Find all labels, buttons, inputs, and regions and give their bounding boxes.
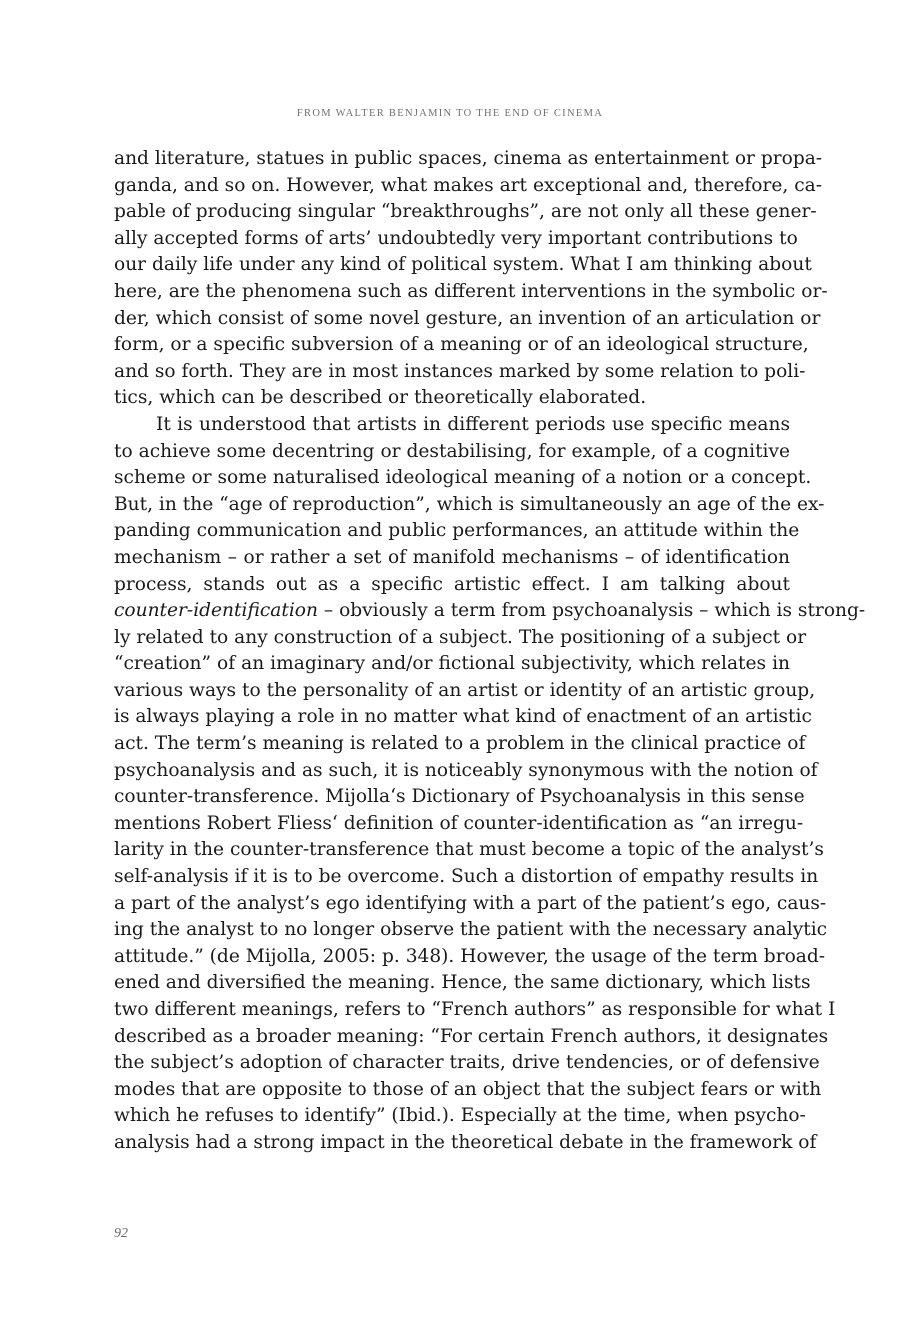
text-line: analysis had a strong impact in the theoretical debate in the framework of [114, 1131, 817, 1153]
text-line: But, in the “age of reproduction”, which is simultaneously an age of the ex- [114, 493, 825, 515]
text-line: ganda, and so on. However, what makes art exceptional and, therefore, ca- [114, 174, 822, 196]
text-line: described as a broader meaning: “For certain French authors, it designates [114, 1025, 829, 1047]
text-line: counter-transference. Mijolla‘s Dictionary of Psychoanalysis in this sense [114, 786, 805, 808]
text-line: ly related to any construction of a subject. The positioning of a subject or [114, 626, 807, 648]
text-line: ened and diversified the meaning. Hence, the same dictionary, which lists [114, 972, 811, 994]
text-line: here, are the phenomena such as different interventions in the symbolic or- [114, 280, 828, 302]
body-text [114, 146, 866, 1183]
text-line [114, 1157, 790, 1184]
running-head: FROM WALTER BENJAMIN TO THE END OF CINEMA [296, 108, 604, 119]
page-number: 92 [114, 1226, 128, 1241]
text-line: process, stands out as a specific artistic effect. I am talking about [114, 573, 790, 595]
text-line: to achieve some decentring or destabilising, for example, of a cognitive [114, 440, 790, 462]
text-line: pable of producing singular “breakthroughs”, are not only all these gener- [114, 201, 817, 223]
text-line: self-analysis if it is to be overcome. Such a distortion of empathy results in [114, 866, 819, 888]
text-line: tics, which can be described or theoretically elaborated. [114, 387, 647, 409]
text-run: – obviously a term from psychoanalysis – which is strong- [317, 600, 866, 622]
text-line: ing the analyst to no longer observe the patient with the necessary analytic [114, 919, 828, 941]
text-line: mechanism – or rather a set of manifold mechanisms – of identification [114, 546, 790, 568]
text-line: two different meanings, refers to “French authors” as responsible for what I [114, 999, 836, 1020]
text-line: der, which consist of some novel gesture, an invention of an articulation or [114, 307, 821, 329]
text-line: “creation” of an imaginary and/or fictional subjectivity, which relates in [114, 653, 790, 675]
text-line: and so forth. They are in most instances marked by some relation to poli- [114, 360, 806, 382]
text-line: larity in the counter-transference that must become a topic of the analyst’s [114, 839, 824, 861]
text-line: which he refuses to identify” (Ibid.). Especially at the time, when psycho- [114, 1105, 806, 1127]
text-line: form, or a specific subversion of a meaning or of an ideological structure, [114, 334, 809, 356]
text-line: psychoanalysis and as such, it is noticeably synonymous with the notion of [114, 759, 818, 781]
text-line: modes that are opposite to those of an object that the subject fears or with [114, 1078, 822, 1100]
text-line: and literature, statues in public spaces, cinema as entertainment or propa- [114, 148, 823, 169]
text-line: our daily life under any kind of political system. What I am thinking about [114, 254, 812, 276]
text-line: panding communication and public performances, an attitude within the [114, 520, 800, 542]
text-line: scheme or some naturalised ideological meaning of a notion or a concept. [114, 467, 812, 489]
text-line: is always playing a role in no matter what kind of enactment of an artistic [114, 706, 812, 728]
text-line: act. The term’s meaning is related to a problem in the clinical practice of [114, 733, 806, 755]
text-line-with-italic [114, 598, 866, 625]
paragraph-1 [114, 146, 828, 412]
text-line: mentions Robert Fliess‘ definition of counter-identification as “an irregu- [114, 812, 804, 834]
text-line: a part of the analyst’s ego identifying with a part of the patient’s ego, caus- [114, 892, 827, 914]
text-line: attitude.” (de Mijolla, 2005: p. 348). However, the usage of the term broad- [114, 945, 826, 967]
text-line: ally accepted forms of arts’ undoubtedly very important contributions to [114, 227, 798, 249]
italic-term: counter-identification [114, 600, 318, 622]
paragraph-2 [114, 412, 866, 1183]
text-line: the subject’s adoption of character traits, drive tendencies, or of defensive [114, 1052, 820, 1074]
text-line: It is understood that artists in different periods use specific means [156, 413, 790, 435]
text-line: various ways to the personality of an artist or identity of an artistic group, [114, 679, 816, 701]
